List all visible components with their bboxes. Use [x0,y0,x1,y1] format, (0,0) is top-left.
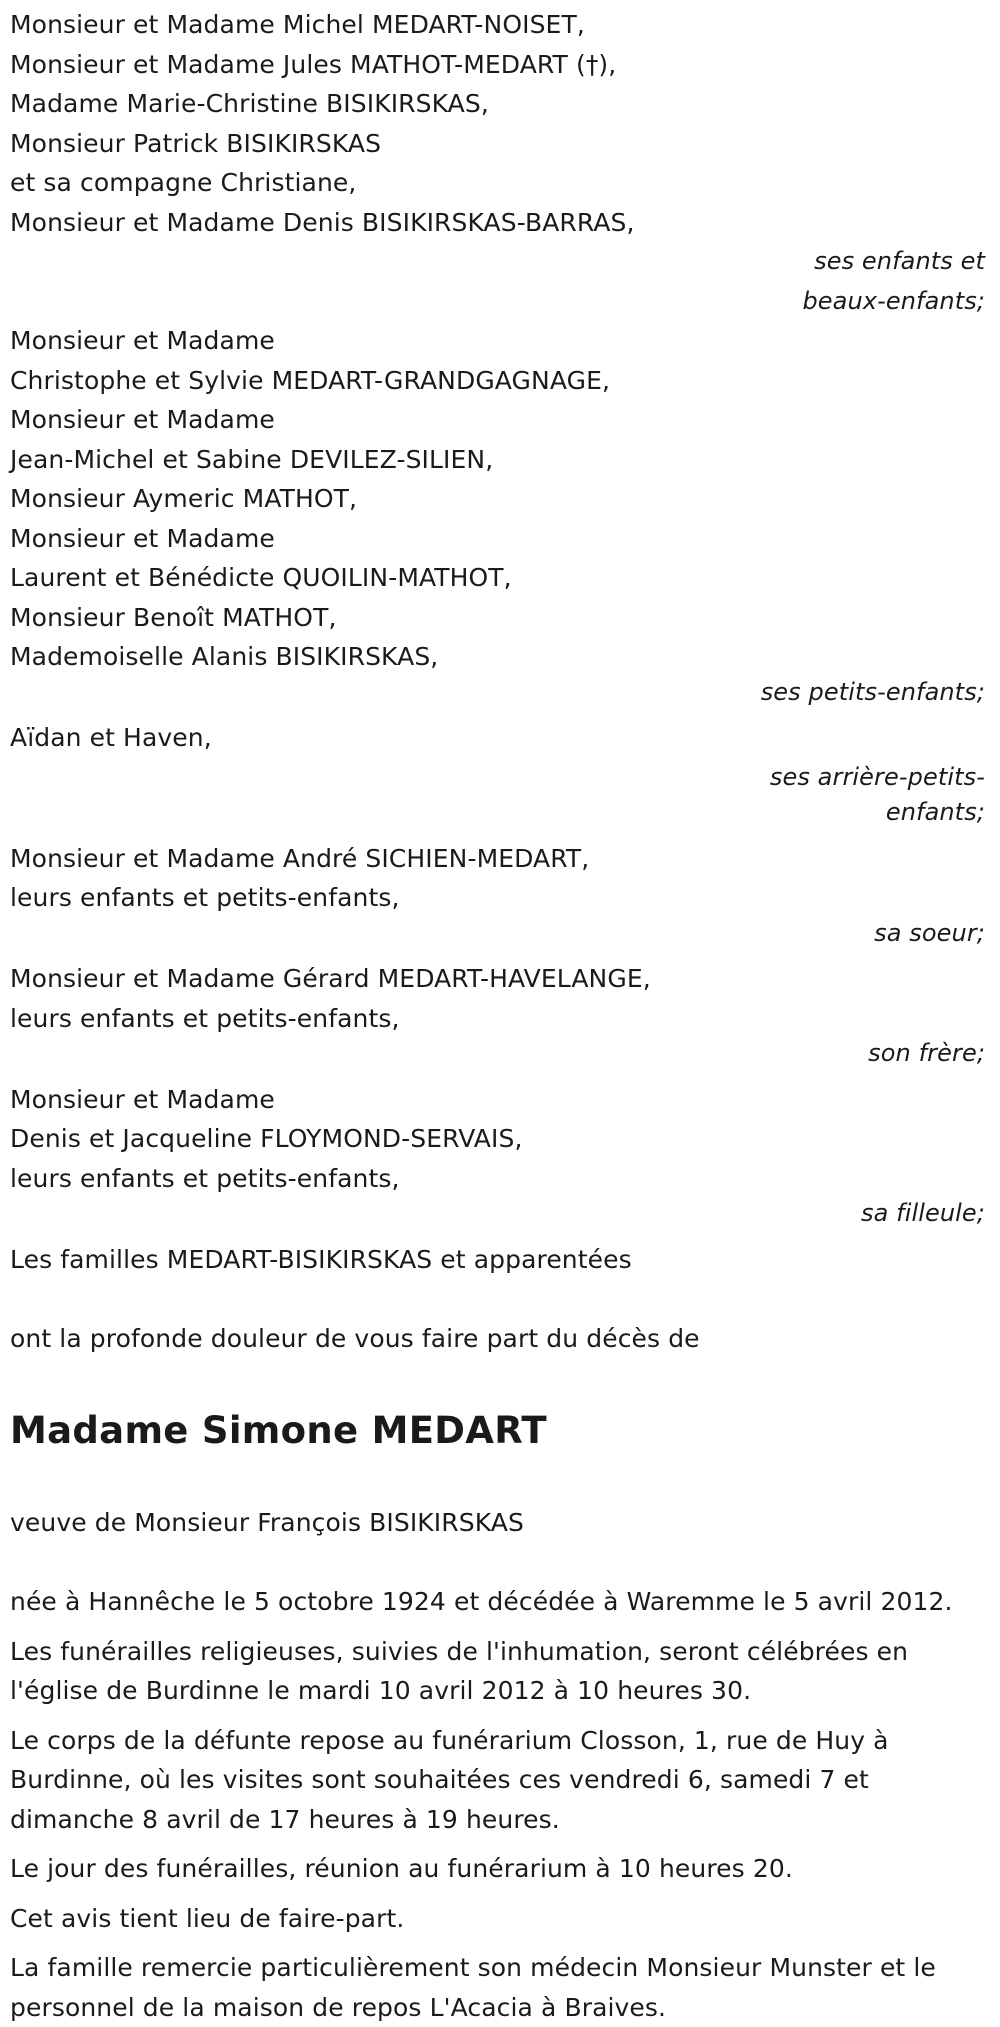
family-line: et sa compagne Christiane, [10,168,357,197]
death-notice [10,5,985,2027]
family-line: Denis et Jacqueline FLOYMOND-SERVAIS, [10,1124,523,1153]
spacer [10,1455,985,1503]
family-line: Monsieur et Madame [10,1084,275,1114]
family-line: Monsieur Patrick BISIKIRSKAS [10,128,382,158]
relation-label: ses arrière-petits- [769,762,985,791]
family-line: leurs enfants et petits-enfants, [10,1003,400,1033]
family-line: Monsieur et Madame [10,405,275,434]
family-line: Monsieur et Madame Michel MEDART-NOISET, [10,10,585,39]
family-line: Monsieur et Madame Jules MATHOT-MEDART (†), [10,49,617,79]
relation-label: beaux-enfants; [802,286,985,315]
family-line: Monsieur et Madame [10,523,275,553]
family-group-great-grandchildren [10,718,985,833]
relation-label: sa filleule; [861,1199,985,1227]
widow-of-line: veuve de Monsieur François BISIKIRSKAS [10,1507,524,1537]
family-line: Laurent et Bénédicte QUOILIN-MATHOT, [10,563,512,592]
family-line: Aïdan et Haven, [10,723,212,752]
spacer [10,1279,985,1319]
relation-label: sa soeur; [874,918,985,947]
meeting-paragraph: Le jour des funérailles, réunion au funérarium à 10 heures 20. [10,1854,793,1883]
spacer [10,1359,985,1407]
family-line: leurs enfants et petits-enfants, [10,1163,400,1193]
funeral-paragraph: Les funérailles religieuses, suivies de l'inhumation, seront célébrées en l'église de Burdinne le mardi 10 avril 2012 à 10 heures 30. [10,1636,909,1705]
relation-label: ses enfants et [814,247,985,275]
family-group-goddaughter [10,1080,985,1234]
families-line: Les familles MEDART-BISIKIRSKAS et apparentées [10,1244,632,1274]
family-group-sister [10,839,985,954]
family-line: Mademoiselle Alanis BISIKIRSKAS, [10,642,439,671]
family-line: Monsieur et Madame André SICHIEN-MEDART, [10,843,590,873]
family-group-grandchildren [10,321,985,712]
family-line: Christophe et Sylvie MEDART-GRANDGAGNAGE, [10,365,611,395]
family-line: Jean-Michel et Sabine DEVILEZ-SILIEN, [10,444,494,474]
announcement-line: ont la profonde douleur de vous faire part du décès de [10,1324,700,1353]
family-line: Monsieur et Madame [10,326,275,355]
details-section [10,1582,985,2027]
family-line: Monsieur et Madame Gérard MEDART-HAVELANGE, [10,964,651,993]
relation-label: enfants; [885,798,985,826]
deceased-name: Madame Simone MEDART [10,1408,547,1452]
family-group-brother [10,959,985,1074]
family-line: Madame Marie-Christine BISIKIRSKAS, [10,89,489,118]
spacer [10,1542,985,1582]
relation-label: ses petits-enfants; [760,677,985,706]
family-line: Monsieur Benoît MATHOT, [10,602,337,632]
visitation-paragraph: Le corps de la défunte repose au funérarium Closson, 1, rue de Huy à Burdinne, où les visites sont souhaitées ces vendredi 6, samedi 7 et dimanche 8 avril de 17 heures à 19 heures. [10,1725,889,1834]
family-line: leurs enfants et petits-enfants, [10,883,400,912]
family-group-children [10,5,985,321]
family-line: Monsieur et Madame Denis BISIKIRSKAS-BARRAS, [10,207,635,237]
notice-paragraph: Cet avis tient lieu de faire-part. [10,1903,405,1933]
family-line: Monsieur Aymeric MATHOT, [10,484,358,513]
thanks-paragraph: La famille remercie particulièrement son médecin Monsieur Munster et le personnel de la maison de repos L'Acacia à Braives. [10,1953,936,2022]
relation-label: son frère; [868,1039,985,1067]
birth-death-paragraph: née à Hannêche le 5 octobre 1924 et décédée à Waremme le 5 avril 2012. [10,1587,953,1616]
